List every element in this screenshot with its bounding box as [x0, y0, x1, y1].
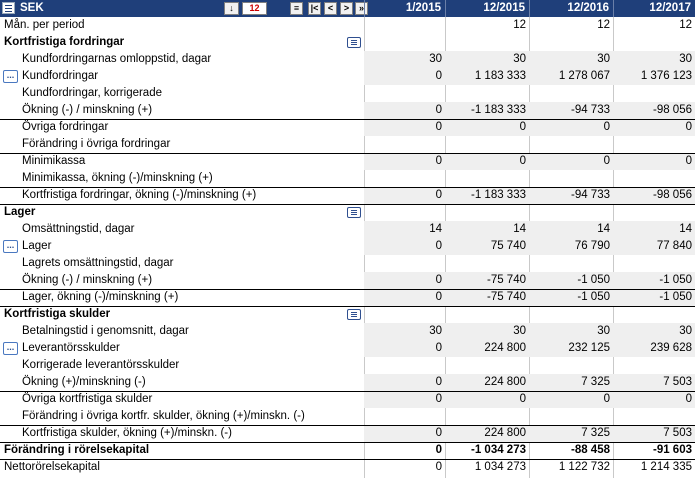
table-row	[0, 357, 695, 374]
value-cell[interactable]	[613, 85, 695, 102]
row-label: Lagrets omsättningstid, dagar	[22, 257, 174, 269]
table-row	[0, 238, 695, 255]
value-cell[interactable]: 0	[685, 393, 692, 405]
section-menu-icon[interactable]	[347, 207, 361, 218]
value-cell[interactable]	[445, 357, 529, 374]
value-cell[interactable]: 224 800	[484, 376, 526, 388]
table-row	[0, 221, 695, 238]
value-cell[interactable]: 14	[513, 223, 526, 235]
value-cell[interactable]: 0	[519, 121, 526, 133]
value-cell[interactable]: 1 183 333	[474, 70, 526, 82]
value-cell[interactable]	[445, 204, 529, 221]
value-cell[interactable]: 30	[597, 53, 610, 65]
value-cell[interactable]	[613, 357, 695, 374]
row-label: Kortfristiga skulder	[4, 308, 111, 320]
table-row	[0, 323, 695, 340]
table-row	[0, 204, 695, 221]
nav-next-icon[interactable]: >	[340, 2, 353, 15]
value-cell[interactable]: 0	[435, 393, 442, 405]
value-cell[interactable]: 76 790	[574, 240, 610, 252]
value-cell[interactable]: -1 183 333	[471, 189, 526, 201]
row-label: Korrigerade leverantörsskulder	[22, 359, 180, 371]
value-cell[interactable]: 0	[519, 155, 526, 167]
row-label: Övriga kortfristiga skulder	[22, 393, 153, 405]
value-cell[interactable]: 0	[603, 155, 610, 167]
row-label: Övriga fordringar	[22, 121, 109, 133]
value-cell[interactable]: 30	[679, 325, 692, 337]
value-cell[interactable]: 0	[519, 393, 526, 405]
table-row	[0, 306, 695, 323]
value-cell[interactable]: 7 503	[663, 376, 692, 388]
value-cell[interactable]: 7 325	[581, 376, 610, 388]
table-row	[0, 153, 695, 170]
value-cell[interactable]: 75 740	[490, 240, 526, 252]
table-row	[0, 408, 695, 425]
section-menu-icon[interactable]	[347, 309, 361, 320]
value-cell[interactable]: 0	[435, 291, 442, 303]
nav-first-icon[interactable]: |<	[308, 2, 321, 15]
value-cell[interactable]: 30	[679, 53, 692, 65]
row-divider	[0, 119, 695, 120]
value-cell[interactable]: 14	[429, 223, 442, 235]
row-divider	[0, 187, 695, 188]
column-header-12-2016: 12/2016	[529, 0, 613, 17]
value-cell[interactable]: 14	[597, 223, 610, 235]
row-divider	[0, 289, 695, 290]
value-cell[interactable]: 14	[679, 223, 692, 235]
column-header-12-2017: 12/2017	[613, 0, 695, 17]
value-cell[interactable]	[613, 255, 695, 272]
row-label: Kortfristiga fordringar, ökning (-)/minskning (+)	[22, 189, 257, 201]
row-divider	[0, 306, 695, 307]
value-cell[interactable]	[445, 408, 529, 425]
value-cell[interactable]	[529, 408, 613, 425]
list-view-icon[interactable]: ≡	[290, 2, 303, 15]
value-cell[interactable]	[364, 17, 445, 34]
value-cell[interactable]	[445, 255, 529, 272]
table-row	[0, 17, 695, 34]
row-label: Ökning (-) / minskning (+)	[22, 104, 153, 116]
value-cell[interactable]	[364, 306, 445, 323]
value-cell[interactable]: 0	[435, 104, 442, 116]
settings-icon[interactable]: »	[355, 2, 368, 15]
row-divider	[0, 204, 695, 205]
row-label: Ökning (+)/minskning (-)	[22, 376, 146, 388]
value-cell[interactable]: 0	[435, 461, 442, 473]
value-cell[interactable]: 0	[435, 274, 442, 286]
table-row	[0, 442, 695, 459]
value-cell[interactable]: -1 183 333	[471, 104, 526, 116]
value-cell[interactable]	[364, 408, 445, 425]
value-cell[interactable]: 7 325	[581, 427, 610, 439]
value-cell[interactable]	[613, 408, 695, 425]
value-cell[interactable]: 0	[435, 342, 442, 354]
value-cell[interactable]: 12	[513, 19, 526, 31]
row-divider	[0, 391, 695, 392]
value-cell[interactable]: 0	[435, 189, 442, 201]
value-cell[interactable]: 0	[435, 444, 442, 456]
value-cell[interactable]	[445, 85, 529, 102]
expand-details-icon[interactable]: ...	[3, 70, 18, 83]
value-cell[interactable]: -1 050	[659, 274, 692, 286]
value-cell[interactable]	[613, 306, 695, 323]
value-cell[interactable]: -94 733	[570, 189, 610, 201]
value-cell[interactable]: 0	[435, 70, 442, 82]
row-label: Förändring i rörelsekapital	[4, 444, 150, 456]
value-cell[interactable]: 232 125	[568, 342, 610, 354]
row-label: Lager, ökning (-)/minskning (+)	[22, 291, 179, 303]
value-cell[interactable]: 1 034 273	[474, 461, 526, 473]
value-cell[interactable]: 30	[513, 325, 526, 337]
value-cell[interactable]: 0	[435, 427, 442, 439]
value-cell[interactable]: -88 458	[570, 444, 610, 456]
row-label: Lager	[22, 240, 52, 252]
row-label: Minimikassa	[22, 155, 86, 167]
value-cell[interactable]	[529, 34, 613, 51]
row-label: Omsättningstid, dagar	[22, 223, 135, 235]
table-row	[0, 34, 695, 51]
value-cell[interactable]: 239 628	[650, 342, 692, 354]
row-label: Kundfordringarnas omloppstid, dagar	[22, 53, 212, 65]
value-cell[interactable]: -1 034 273	[471, 444, 526, 456]
row-label: Mån. per period	[4, 19, 85, 31]
value-cell[interactable]: 7 503	[663, 427, 692, 439]
value-cell[interactable]: 1 376 123	[640, 70, 692, 82]
value-cell[interactable]	[613, 34, 695, 51]
row-label: Kortfristiga skulder, ökning (+)/minskn. (-)	[22, 427, 232, 439]
row-label: Förändring i övriga fordringar	[22, 138, 171, 150]
sort-za-icon[interactable]: ↓	[224, 2, 239, 15]
value-cell[interactable]	[613, 136, 695, 153]
value-cell[interactable]	[364, 357, 445, 374]
value-cell[interactable]: 1 278 067	[558, 70, 610, 82]
expand-details-icon[interactable]: ...	[3, 240, 18, 253]
value-cell[interactable]: 0	[435, 240, 442, 252]
value-cell[interactable]: -1 050	[659, 291, 692, 303]
calendar-12-icon[interactable]: 12	[242, 2, 267, 15]
value-cell[interactable]: -91 603	[652, 444, 692, 456]
value-cell[interactable]	[445, 34, 529, 51]
row-label: Förändring i övriga kortfr. skulder, ökning (+)/minskn. (-)	[22, 410, 305, 422]
value-cell[interactable]: 30	[513, 53, 526, 65]
row-label: Nettorörelsekapital	[4, 461, 100, 473]
value-cell[interactable]: -98 056	[652, 104, 692, 116]
value-cell[interactable]: -75 740	[486, 274, 526, 286]
value-cell[interactable]: 0	[435, 121, 442, 133]
row-divider	[0, 442, 695, 443]
value-cell[interactable]	[529, 204, 613, 221]
row-label: Ökning (-) / minskning (+)	[22, 274, 153, 286]
value-cell[interactable]: -1 050	[577, 291, 610, 303]
value-cell[interactable]: 224 800	[484, 427, 526, 439]
expand-details-icon[interactable]: ...	[3, 342, 18, 355]
value-cell[interactable]: -75 740	[486, 291, 526, 303]
table-row	[0, 85, 695, 102]
value-cell[interactable]	[364, 170, 445, 187]
row-divider	[0, 153, 695, 154]
value-cell[interactable]: 1 214 335	[640, 461, 692, 473]
value-cell[interactable]: 224 800	[484, 342, 526, 354]
table-row	[0, 170, 695, 187]
value-cell[interactable]	[364, 255, 445, 272]
value-cell[interactable]: 0	[435, 155, 442, 167]
app-table-icon[interactable]	[2, 2, 15, 14]
nav-prev-icon[interactable]: <	[324, 2, 337, 15]
table-row	[0, 391, 695, 408]
value-cell[interactable]: 12	[597, 19, 610, 31]
row-label: Lager	[4, 206, 36, 218]
row-divider	[0, 425, 695, 426]
value-cell[interactable]	[529, 255, 613, 272]
value-cell[interactable]: 0	[603, 393, 610, 405]
table-row	[0, 272, 695, 289]
table-row	[0, 68, 695, 85]
row-label: Kundfordringar	[22, 70, 99, 82]
value-cell[interactable]: 0	[685, 121, 692, 133]
value-cell[interactable]: 30	[429, 53, 442, 65]
table-row	[0, 255, 695, 272]
value-cell[interactable]: 0	[685, 155, 692, 167]
value-cell[interactable]	[364, 204, 445, 221]
row-label: Kundfordringar, korrigerade	[22, 87, 162, 99]
value-cell[interactable]	[445, 306, 529, 323]
table-row	[0, 136, 695, 153]
value-cell[interactable]	[529, 170, 613, 187]
value-cell[interactable]	[613, 170, 695, 187]
table-row	[0, 425, 695, 442]
value-cell[interactable]: 30	[429, 325, 442, 337]
table-header	[0, 0, 695, 17]
value-cell[interactable]: 0	[435, 376, 442, 388]
value-cell[interactable]	[445, 170, 529, 187]
row-divider	[0, 459, 695, 460]
value-cell[interactable]: -94 733	[570, 104, 610, 116]
value-cell[interactable]	[529, 357, 613, 374]
currency-label: SEK	[20, 2, 44, 14]
table-row	[0, 459, 695, 476]
column-header-12-2015: 12/2015	[445, 0, 529, 17]
table-row	[0, 374, 695, 391]
row-label: Betalningstid i genomsnitt, dagar	[22, 325, 189, 337]
value-cell[interactable]: 1 122 732	[558, 461, 610, 473]
value-cell[interactable]	[613, 204, 695, 221]
value-cell[interactable]	[364, 136, 445, 153]
value-cell[interactable]: 30	[597, 325, 610, 337]
value-cell[interactable]	[529, 85, 613, 102]
value-cell[interactable]	[364, 85, 445, 102]
value-cell[interactable]	[529, 136, 613, 153]
column-header-1-2015: 1/2015	[364, 0, 445, 17]
section-menu-icon[interactable]	[347, 37, 361, 48]
value-cell[interactable]: -98 056	[652, 189, 692, 201]
value-cell[interactable]	[529, 306, 613, 323]
value-cell[interactable]: 12	[679, 19, 692, 31]
table-row	[0, 289, 695, 306]
table-row	[0, 340, 695, 357]
value-cell[interactable]	[445, 136, 529, 153]
table-row	[0, 119, 695, 136]
row-label: Minimikassa, ökning (-)/minskning (+)	[22, 172, 213, 184]
table-row	[0, 102, 695, 119]
value-cell[interactable]: 77 840	[656, 240, 692, 252]
row-label: Kortfristiga fordringar	[4, 36, 125, 48]
table-row	[0, 187, 695, 204]
table-row	[0, 51, 695, 68]
row-label: Leverantörsskulder	[22, 342, 120, 354]
value-cell[interactable]: -1 050	[577, 274, 610, 286]
value-cell[interactable]	[364, 34, 445, 51]
value-cell[interactable]: 0	[603, 121, 610, 133]
